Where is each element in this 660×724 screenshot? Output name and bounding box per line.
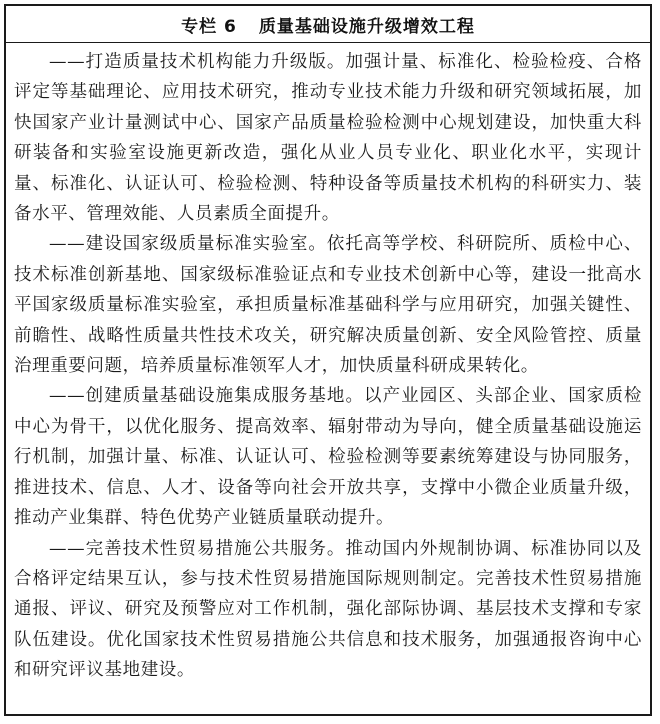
paragraph-national-labs: ——建设国家级质量标准实验室。依托高等学校、科研院所、质检中心、技术标准创新基地、国家级标准验证点和专业技术创新中心等，建设一批高水平国家级质量标准实验室，承担质量标准基础科学与应用研究，加强关键性、前瞻性、战略性质量共性技术攻关，研究解决质量创新、安全风险管控、质量治理重要问题，培养质量标准领军人才，加快质量科研成果转化。 — [14, 234, 642, 377]
paragraph-trade-measures: ——完善技术性贸易措施公共服务。推动国内外规制协调、标准协同以及合格评定结果互认，参与技术性贸易措施国际规则制定。完善技术性贸易措施通报、评议、研究及预警应对工作机制，强化部际协调、基层技术支撑和专家队伍建设。优化国家技术性贸易措施公共信息和技术服务，加强通报咨询中心和研究评议基地建设。 — [14, 538, 642, 681]
box-content — [6, 43, 650, 686]
paragraph-service-bases: ——创建质量基础设施集成服务基地。以产业园区、头部企业、国家质检中心为骨干，以优化服务、提高效率、辐射带动为导向，健全质量基础设施运行机制，加强计量、标准、认证认可、检验检测等要素统筹建设与协同服务，推进技术、信息、人才、设备等向社会开放共享，支撑中小微企业质量升级，推动产业集群、特色优势产业链质量联动提升。 — [14, 386, 642, 529]
box-title: 质量基础设施升级增效工程 — [258, 16, 475, 37]
box-label: 专栏 6 — [181, 16, 237, 37]
paragraph-quality-tech-institutions: ——打造质量技术机构能力升级版。加强计量、标准化、检验检疫、合格评定等基础理论、应用技术研究，推动专业技术能力升级和研究领域拓展，加快国家产业计量测试中心、国家产品质量检验检测中心规划建设，加快重大科研装备和实验室设施更新改造，强化从业人员专业化、职业化水平，实现计量、标准化、认证认可、检验检测、特种设备等质量技术机构的科研实力、装备水平、管理效能、人员素质全面提升。 — [14, 52, 642, 225]
box-header — [6, 6, 650, 43]
feature-box — [4, 4, 652, 716]
